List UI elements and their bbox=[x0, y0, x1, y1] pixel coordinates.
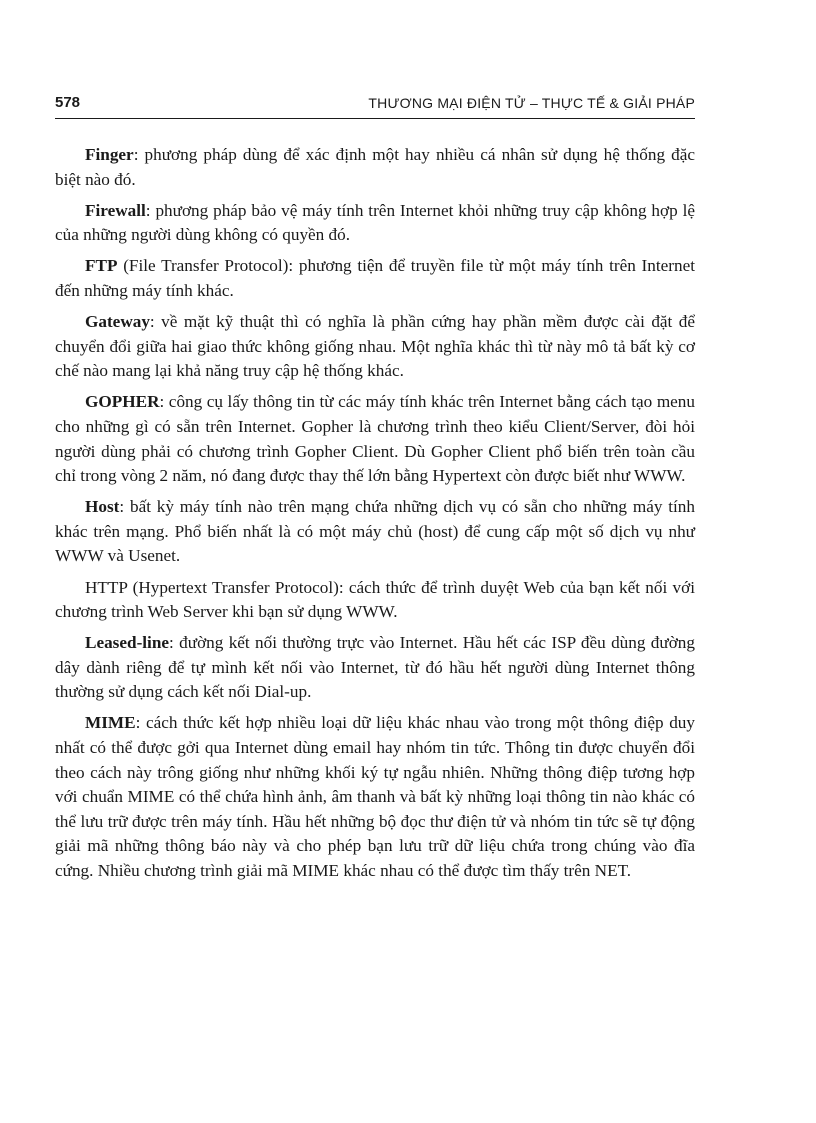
book-page bbox=[55, 92, 695, 890]
glossary-definition: HTTP (Hypertext Transfer Protocol): cách thức để trình duyệt Web của bạn kết nối với chương trình Web Server khi bạn sử dụng WWW. bbox=[55, 577, 695, 622]
glossary-entry-http bbox=[55, 576, 695, 625]
glossary-definition: : công cụ lấy thông tin từ các máy tính khác trên Internet bằng cách tạo menu cho những gì có sẵn trên Internet. Gopher là chương trình theo kiểu Client/Server, đòi hỏi người dùng phải có chương trình Gopher Client. Dù Gopher Client phổ biến trên toàn cầu chỉ trong vòng 2 năm, nó đang được thay thế lớn bằng Hypertext còn được biết như WWW. bbox=[55, 392, 695, 486]
glossary-term: Gateway bbox=[85, 312, 150, 332]
glossary-definition: : bất kỳ máy tính nào trên mạng chứa những dịch vụ có sẵn cho những máy tính khác trên mạng. Phổ biến nhất là có một máy chủ (host) để cung cấp một số dịch vụ như WWW và Usenet. bbox=[55, 497, 695, 566]
glossary-definition: : phương pháp bảo vệ máy tính trên Internet khỏi những truy cập không hợp lệ của những người dùng không có quyền đó. bbox=[55, 200, 695, 245]
glossary-term: MIME bbox=[85, 713, 136, 733]
glossary-entry-finger bbox=[55, 143, 695, 192]
glossary-term: Finger bbox=[85, 145, 134, 164]
glossary-entry-gateway bbox=[55, 310, 695, 384]
glossary-term: Host bbox=[85, 497, 120, 517]
glossary-definition: : đường kết nối thường trực vào Internet. Hầu hết các ISP đều dùng đường dây dành riêng để tự mình kết nối vào Internet, từ đó hầu hết người dùng Internet thông thường sử dụng cách kết nối Dial-up. bbox=[55, 633, 695, 702]
glossary-definition: : về mặt kỹ thuật thì có nghĩa là phần cứng hay phần mềm được cài đặt để chuyển đổi giữa hai giao thức không giống nhau. Một nghĩa khác thì từ này mô tả bất kỳ cơ chế nào mang lại khả năng truy cập hệ thống khác. bbox=[55, 312, 695, 381]
running-title: THƯƠNG MẠI ĐIỆN TỬ – THỰC TẾ & GIẢI PHÁP bbox=[368, 95, 695, 111]
glossary-body bbox=[55, 143, 695, 884]
glossary-entry-firewall bbox=[55, 199, 695, 248]
glossary-entry-host bbox=[55, 495, 695, 569]
glossary-entry-leased-line bbox=[55, 631, 695, 705]
glossary-entry-mime bbox=[55, 711, 695, 883]
glossary-term: GOPHER bbox=[85, 392, 160, 412]
glossary-definition: (File Transfer Protocol): phương tiện để truyền file từ một máy tính trên Internet đến những máy tính khác. bbox=[55, 256, 695, 300]
glossary-definition: : phương pháp dùng để xác định một hay nhiều cá nhân sử dụng hệ thống đặc biệt nào đó. bbox=[55, 145, 695, 189]
glossary-entry-gopher bbox=[55, 390, 695, 488]
glossary-term: FTP bbox=[85, 256, 118, 276]
page-header bbox=[55, 92, 695, 119]
glossary-term: Leased-line bbox=[85, 633, 170, 653]
glossary-term: Firewall bbox=[85, 200, 146, 220]
glossary-definition: : cách thức kết hợp nhiều loại dữ liệu khác nhau vào trong một thông điệp duy nhất có thể được gởi qua Internet dùng email hay nhóm tin tức. Thông tin được chuyển đổi theo cách này trông giống như những khối ký tự ngẫu nhiên. Những thông điệp tương hợp với chuẩn MIME có thể chứa hình ảnh, âm thanh và bất kỳ những loại thông tin nào khác có thể lưu trữ được trên máy tính. Hầu hết những bộ đọc thư điện tử và nhóm tin tức sẽ tự động giải mã những thông báo này và cho phép bạn lưu trữ dữ liệu chứa trong chúng vào đĩa cứng. Nhiều chương trình giải mã MIME khác nhau có thể được tìm thấy trên NET. bbox=[55, 713, 695, 881]
glossary-entry-ftp bbox=[55, 254, 695, 303]
page-number: 578 bbox=[55, 94, 81, 111]
